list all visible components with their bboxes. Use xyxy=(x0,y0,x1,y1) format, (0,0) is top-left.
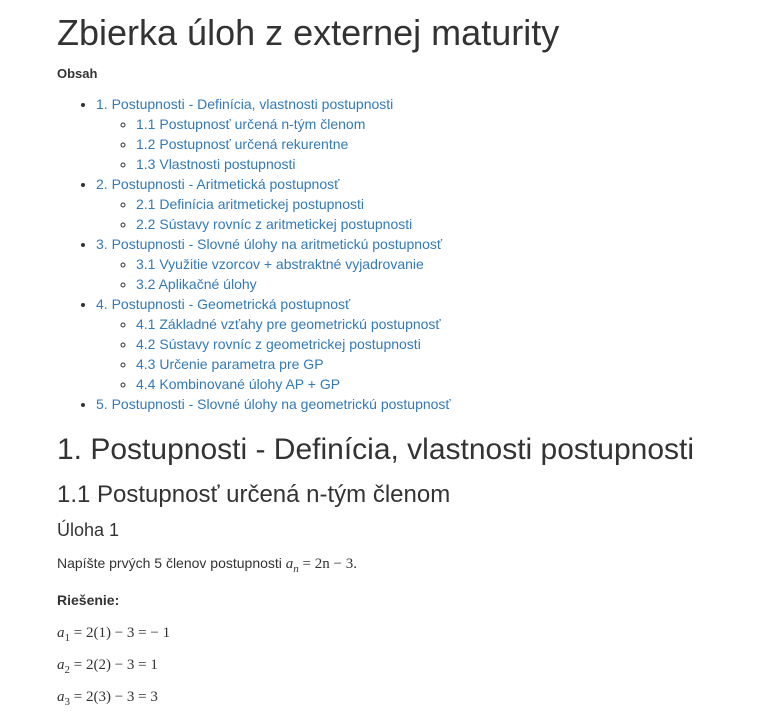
page-title: Zbierka úloh z externej maturity xyxy=(57,12,560,53)
toc-link-1-1[interactable]: 1.1 Postupnosť určená n-tým členom xyxy=(136,116,366,132)
toc-subsection xyxy=(136,214,757,234)
task-formula: $a_n = 2n - 3$. xyxy=(285,556,357,575)
toc-subsection xyxy=(136,154,757,174)
toc-link-4-2[interactable]: 4.2 Sústavy rovníc z geometrickej postupnosti xyxy=(136,336,421,352)
toc-link-section-4[interactable]: 4. Postupnosti - Geometrická postupnosť xyxy=(96,296,351,312)
toc-link-3-2[interactable]: 3.2 Aplikačné úlohy xyxy=(136,276,257,292)
toc-heading: Obsah xyxy=(57,66,98,81)
toc-link-section-5[interactable]: 5. Postupnosti - Slovné úlohy na geometrickú postupnosť xyxy=(96,396,451,412)
toc-link-section-2[interactable]: 2. Postupnosti - Aritmetická postupnosť xyxy=(96,176,340,192)
toc-subsection xyxy=(136,314,757,334)
toc-subsection xyxy=(136,354,757,374)
toc-subsection xyxy=(136,254,757,274)
toc-link-1-3[interactable]: 1.3 Vlastnosti postupnosti xyxy=(136,156,296,172)
toc-subsection xyxy=(136,194,757,214)
toc-subsection-list xyxy=(96,314,757,394)
toc-section xyxy=(96,294,757,394)
task-title: Úloha 1 xyxy=(57,520,120,540)
subsection-title: 1.1 Postupnosť určená n-tým členom xyxy=(57,481,451,508)
toc-subsection xyxy=(136,114,757,134)
toc-subsection-list xyxy=(96,254,757,294)
toc-subsection-list xyxy=(96,114,757,174)
task-text: Napíšte prvých 5 členov postupnosti xyxy=(57,555,282,571)
toc-link-section-1[interactable]: 1. Postupnosti - Definícia, vlastnosti postupnosti xyxy=(96,96,394,112)
toc-link-2-1[interactable]: 2.1 Definícia aritmetickej postupnosti xyxy=(136,196,364,212)
toc-link-section-3[interactable]: 3. Postupnosti - Slovné úlohy na aritmetickú postupnosť xyxy=(96,236,443,252)
toc-link-4-4[interactable]: 4.4 Kombinované úlohy AP + GP xyxy=(136,376,341,392)
solution-label: Riešenie: xyxy=(57,592,120,608)
toc-link-1-2[interactable]: 1.2 Postupnosť určená rekurentne xyxy=(136,136,349,152)
toc-link-4-1[interactable]: 4.1 Základné vzťahy pre geometrickú postupnosť xyxy=(136,316,441,332)
task-statement xyxy=(57,553,757,574)
toc-subsection xyxy=(136,274,757,294)
toc-subsection xyxy=(136,374,757,394)
toc-link-2-2[interactable]: 2.2 Sústavy rovníc z aritmetickej postupnosti xyxy=(136,216,413,232)
toc-link-3-1[interactable]: 3.1 Využitie vzorcov + abstraktné vyjadrovanie xyxy=(136,256,424,272)
toc-subsection-list xyxy=(96,194,757,234)
toc-section xyxy=(96,394,757,414)
toc-subsection xyxy=(136,134,757,154)
solution-equation: $a_1 = 2(1) - 3$ = − 1 xyxy=(57,625,171,644)
toc-section xyxy=(96,94,757,174)
toc-subsection xyxy=(136,334,757,354)
toc-section xyxy=(96,174,757,234)
solution-equation: $a_3 = 2(3) - 3 = 3$ xyxy=(57,689,158,708)
document-page xyxy=(57,0,757,708)
section-title: 1. Postupnosti - Definícia, vlastnosti postupnosti xyxy=(57,433,695,466)
toc-section xyxy=(96,234,757,294)
toc-link-4-3[interactable]: 4.3 Určenie parametra pre GP xyxy=(136,356,324,372)
solution-equation: $a_2 = 2(2) - 3 = 1$ xyxy=(57,657,158,676)
table-of-contents xyxy=(57,94,757,414)
